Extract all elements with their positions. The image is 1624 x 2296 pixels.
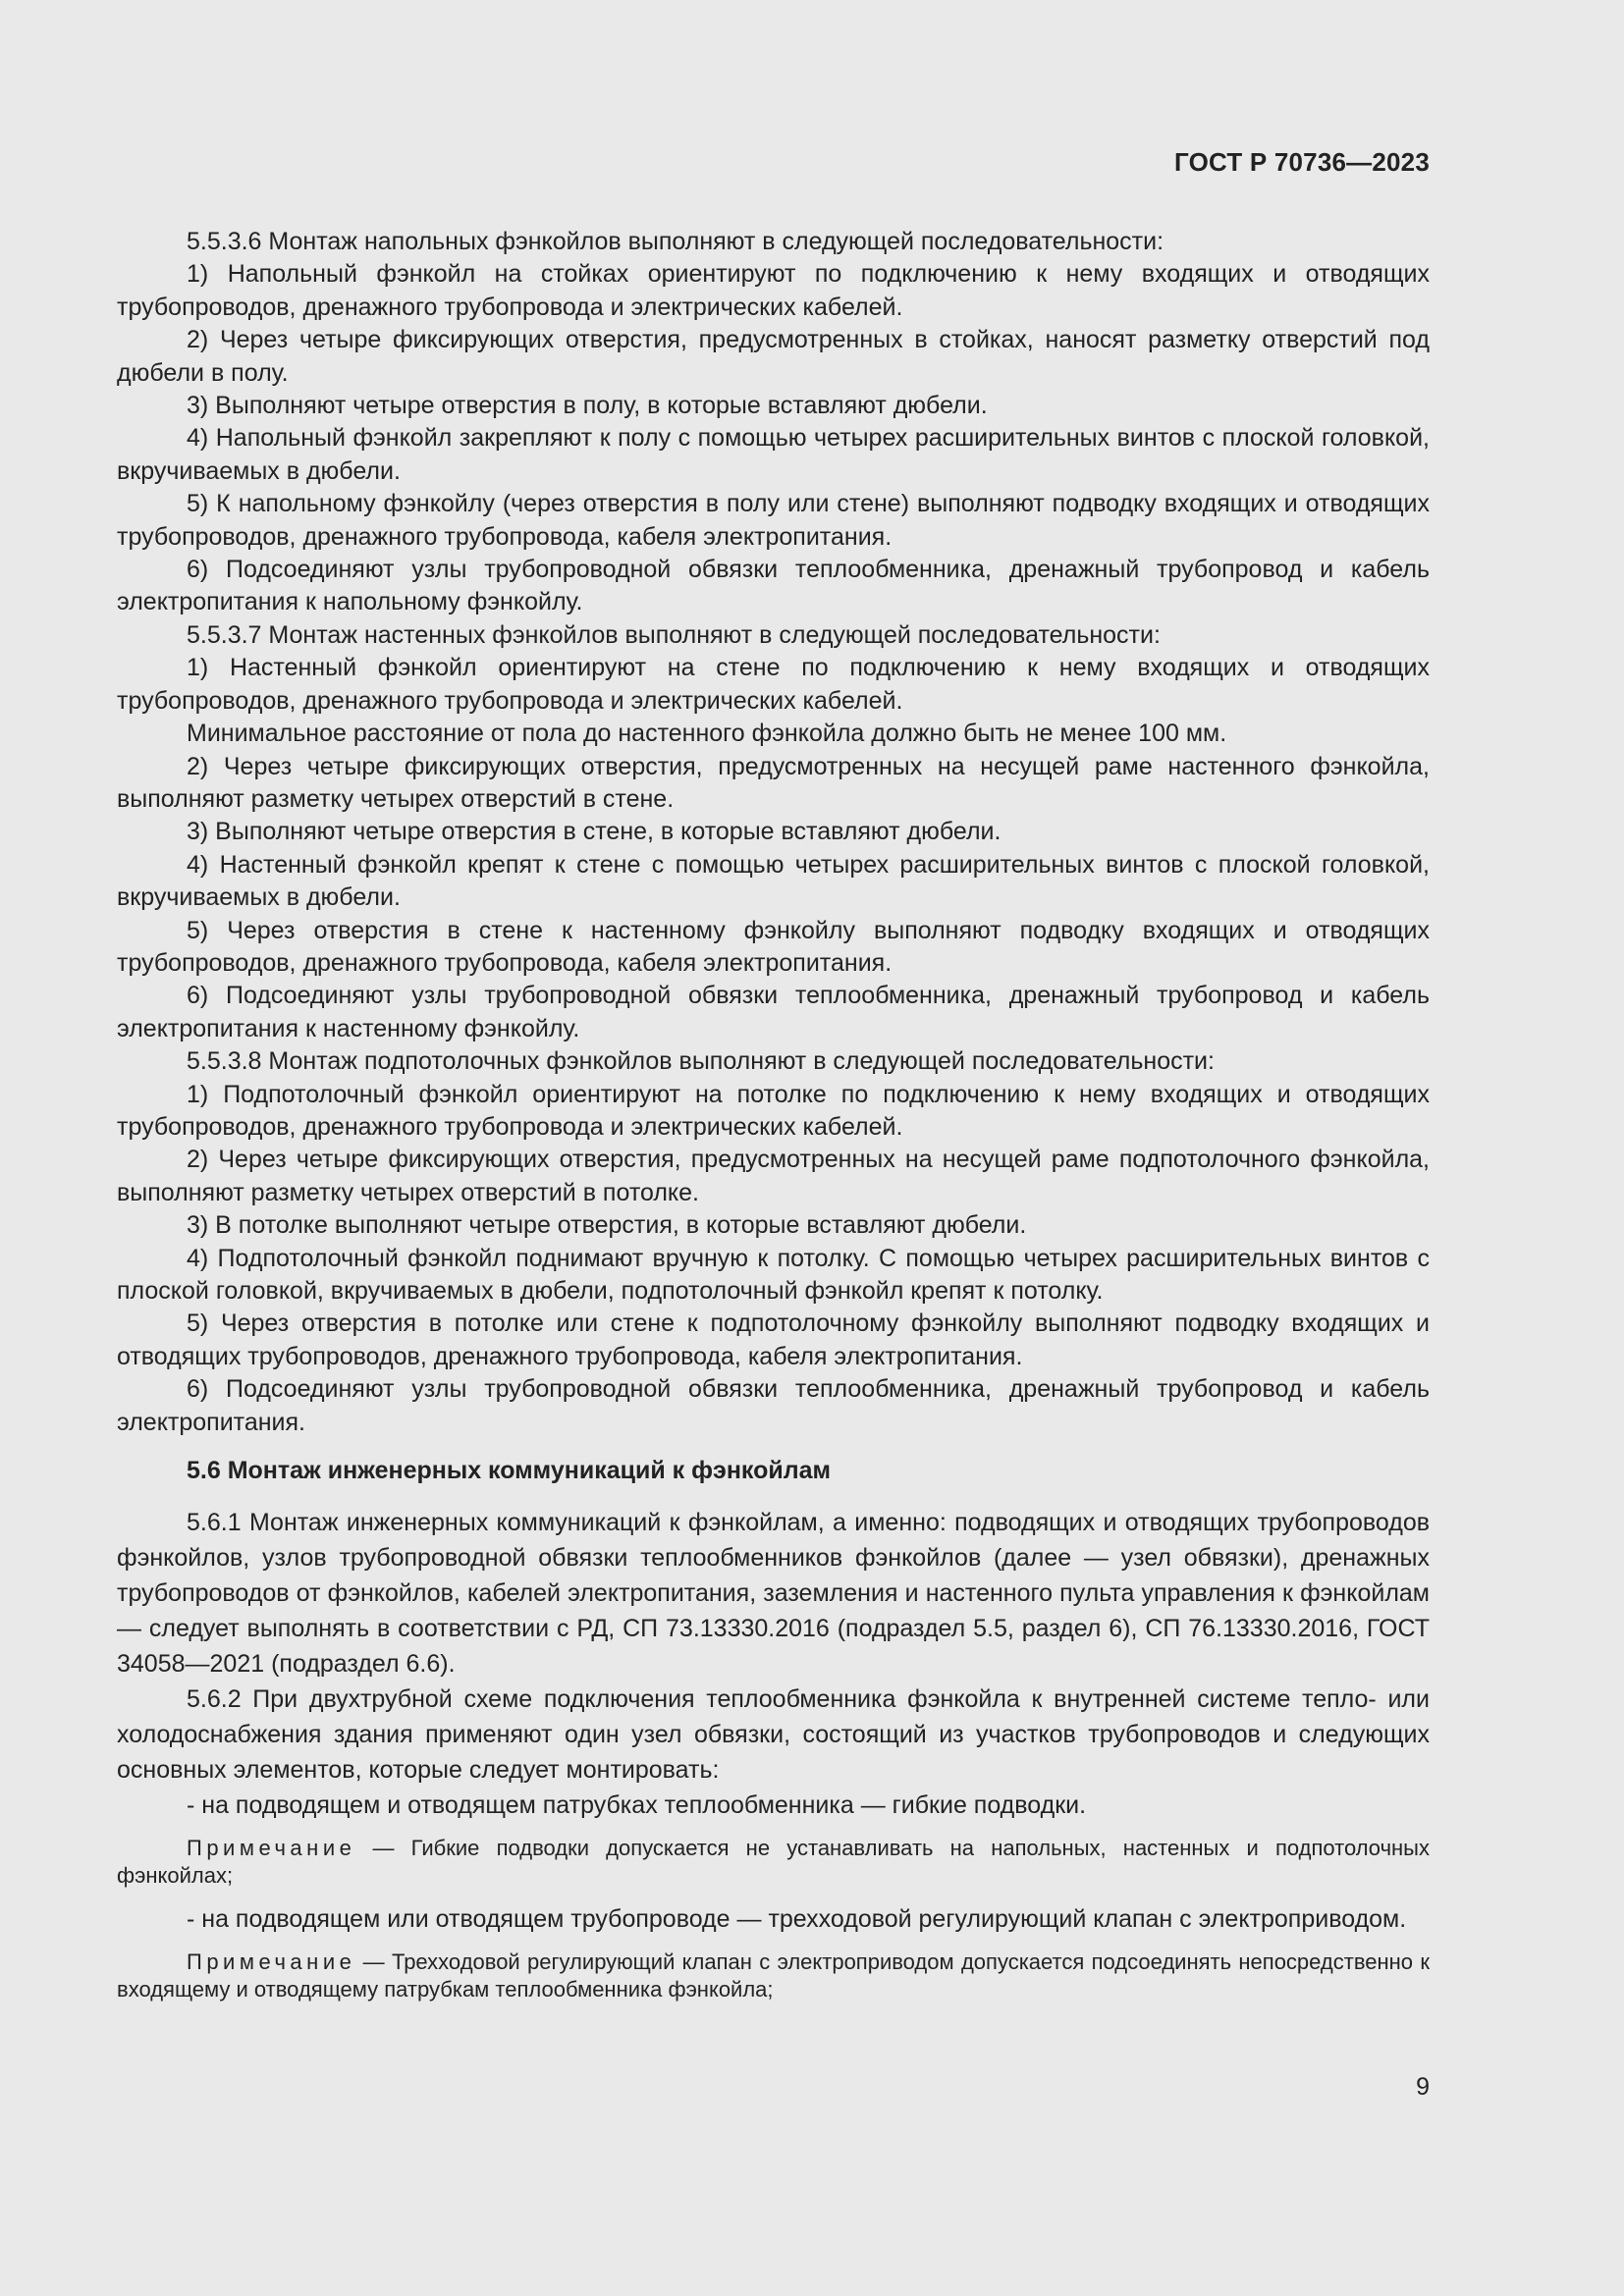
document-header: ГОСТ Р 70736—2023 [1174, 147, 1430, 177]
list-item: 5) Через отверстия в стене к настенному фэнкойлу выполняют подводку входящих и отводящих трубопроводов, дренажного трубопровода, кабеля электропитания. [117, 916, 1430, 977]
list-item: 2) Через четыре фиксирующих отверстия, предусмотренных в стойках, наносят разметку отверстий под дюбели в полу. [117, 326, 1430, 387]
paragraph-min-distance: Минимальное расстояние от пола до настенного фэнкойла должно быть не менее 100 мм. [187, 720, 1227, 748]
list-item: 6) Подсоединяют узлы трубопроводной обвязки теплообменника, дренажный трубопровод и кабель электропитания к настенному фэнкойлу. [117, 982, 1430, 1042]
list-item: 1) Настенный фэнкойл ориентируют на стене по подключению к нему входящих и отводящих трубопроводов, дренажного трубопровода и электрических кабелей. [117, 654, 1430, 715]
list-item: 4) Настенный фэнкойл крепят к стене с помощью четырех расширительных винтов с плоской головкой, вкручиваемых в дюбели. [117, 850, 1430, 912]
list-item: 4) Подпотолочный фэнкойл поднимают вручную к потолку. С помощью четырех расширительных винтов с плоской головкой, вкручиваемых в дюбели, подпотолочный фэнкойл крепят к потолку. [117, 1244, 1430, 1305]
list-item: 1) Подпотолочный фэнкойл ориентируют на потолке по подключению к нему входящих и отводящих трубопроводов, дренажного трубопровода и электрических кабелей. [117, 1080, 1430, 1141]
section-heading-5-6: 5.6 Монтаж инженерных коммуникаций к фэнкойлам [187, 1457, 832, 1485]
list-item: - на подводящем или отводящем трубопроводе — трехходовой регулирующий клапан с электроприводом. [187, 1905, 1407, 1934]
list-item: 1) Напольный фэнкойл на стойках ориентируют по подключению к нему входящих и отводящих трубопроводов, дренажного трубопровода и электрических кабелей. [117, 260, 1430, 321]
paragraph-5-5-3-6: 5.5.3.6 Монтаж напольных фэнкойлов выполняют в следующей последовательности: [187, 228, 1164, 255]
list-item: 3) Выполняют четыре отверстия в стене, в которые вставляют дюбели. [187, 818, 1001, 846]
paragraph-5-5-3-8: 5.5.3.8 Монтаж подпотолочных фэнкойлов выполняют в следующей последовательности: [187, 1047, 1215, 1076]
page-number: 9 [1416, 2073, 1430, 2101]
list-item: - на подводящем и отводящем патрубках теплообменника — гибкие подводки. [187, 1791, 1087, 1820]
paragraph-5-6-2: 5.6.2 При двухтрубной схеме подключения теплообменника фэнкойла к внутренней системе тепло- или холодоснабжения здания применяют один узел обвязки, состоящий из участков трубопроводов и следующих основных элементов, которые следует монтировать: [117, 1685, 1430, 1785]
document-body [117, 226, 1430, 2015]
list-item: 2) Через четыре фиксирующих отверстия, предусмотренных на несущей раме подпотолочного фэнкойла, выполняют разметку четырех отверстий в потолке. [117, 1146, 1430, 1206]
note-1 [117, 1835, 1430, 1890]
list-item: 3) В потолке выполняют четыре отверстия, в которые вставляют дюбели. [187, 1211, 1027, 1240]
list-item: 2) Через четыре фиксирующих отверстия, предусмотренных на несущей раме настенного фэнкойла, выполняют разметку четырех отверстий в стене. [117, 752, 1430, 813]
list-item: 4) Напольный фэнкойл закрепляют к полу с помощью четырех расширительных винтов с плоской головкой, вкручиваемых в дюбели. [117, 424, 1430, 485]
note-label: Примечание [187, 1949, 356, 1975]
list-item: 6) Подсоединяют узлы трубопроводной обвязки теплообменника, дренажный трубопровод и кабель электропитания к напольному фэнкойлу. [117, 556, 1430, 616]
paragraph-5-5-3-7: 5.5.3.7 Монтаж настенных фэнкойлов выполняют в следующей последовательности: [187, 620, 1161, 649]
list-item: 5) К напольному фэнкойлу (через отверстия в полу или стене) выполняют подводку входящих и отводящих трубопроводов, дренажного трубопровода, кабеля электропитания. [117, 490, 1430, 551]
paragraph-5-6-1: 5.6.1 Монтаж инженерных коммуникаций к фэнкойлам, а именно: подводящих и отводящих трубопроводов фэнкойлов, узлов трубопроводной обвязки теплообменников фэнкойлов (далее — узел обвязки), дренажных трубопроводов от фэнкойлов, кабелей электропитания, заземления и настенного пульта управления к фэнкойлам — следует выполнять в соответствии с РД, СП 73.13330.2016 (подраздел 5.5, раздел 6), СП 76.13330.2016, ГОСТ 34058—2021 (подраздел 6.6). [117, 1509, 1430, 1679]
note-label: Примечание [187, 1836, 356, 1861]
note-2 [117, 1949, 1430, 2003]
note-text: — Трехходовой регулирующий клапан с электроприводом допускается подсоединять непосредственно к входящему и отводящему патрубкам теплообменника фэнкойла; [117, 1949, 1430, 2002]
note-text: — Гибкие подводки допускается не устанавливать на напольных, настенных и подпотолочных фэнкойлах; [117, 1836, 1430, 1889]
list-item: 6) Подсоединяют узлы трубопроводной обвязки теплообменника, дренажный трубопровод и кабель электропитания. [117, 1375, 1430, 1436]
list-item: 5) Через отверстия в потолке или стене к подпотолочному фэнкойлу выполняют подводку входящих и отводящих трубопроводов, дренажного трубопровода, кабеля электропитания. [117, 1309, 1430, 1370]
list-item: 3) Выполняют четыре отверстия в полу, в которые вставляют дюбели. [187, 392, 988, 420]
